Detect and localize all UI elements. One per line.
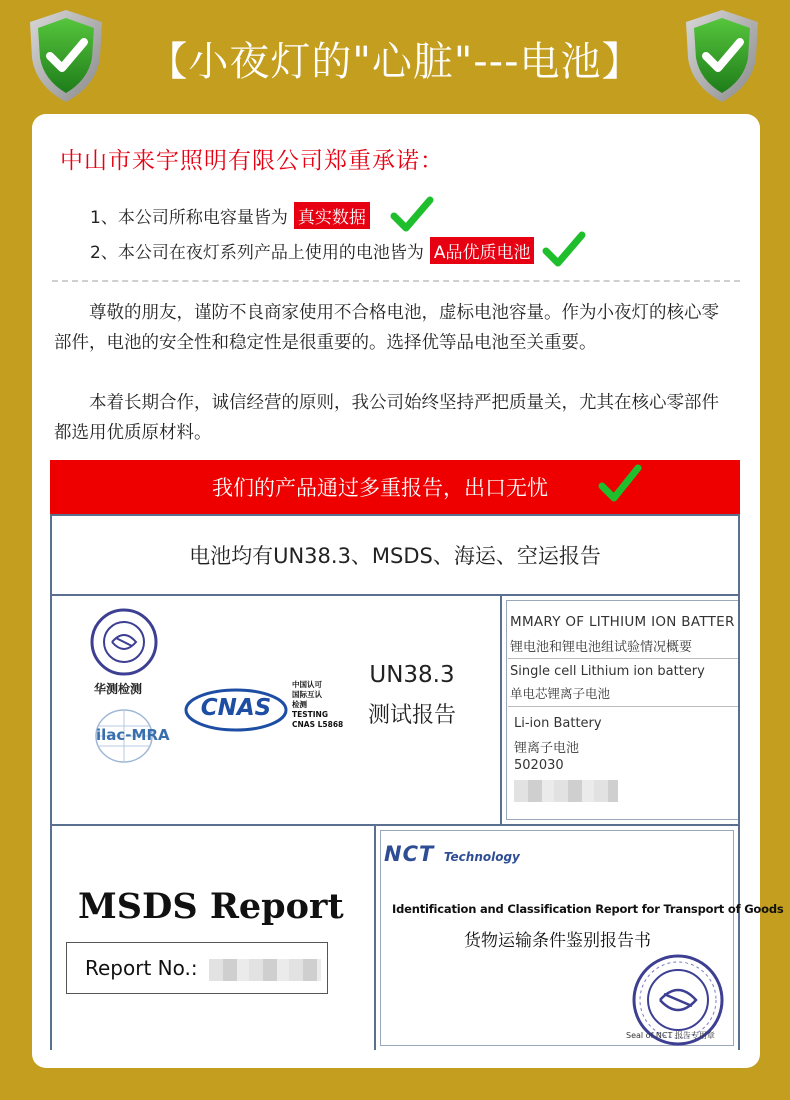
commitment-paragraph: 本着长期合作，诚信经营的原则，我公司始终坚持严把质量关，尤其在核心零部件都选用优质原材料。 (54, 393, 719, 443)
checkmark-icon (390, 196, 434, 234)
page-title: 【小夜灯的"心脏"---电池】 (147, 39, 643, 85)
summary-line: Single cell Lithium ion battery (510, 664, 705, 679)
checkmark-icon (598, 464, 642, 506)
intro-paragraph: 尊敬的朋友，谨防不良商家使用不合格电池，虚标电池容量。作为小夜灯的核心零部件，电池的安全性和稳定性是很重要的。选择优等品电池至关重要。 (54, 303, 719, 353)
msds-report-cell (52, 824, 376, 1050)
transport-report-title-en: Identification and Classification Report for Transport of Goods (392, 902, 784, 916)
promise-item-text: 1、本公司所称电容量皆为 (90, 207, 288, 228)
promise-highlight: A品优质电池 (430, 237, 535, 264)
promise-title: 中山市来宇照明有限公司郑重承诺： (60, 148, 444, 174)
nct-logo (384, 842, 520, 866)
un383-title: UN38.3 (369, 662, 455, 688)
huace-seal-icon (90, 608, 158, 676)
checkmark-icon (542, 231, 586, 269)
summary-line: 单电芯锂离子电池 (510, 686, 611, 701)
cnas-caption-line: 中国认可 (292, 680, 322, 689)
promise-highlight: 真实数据 (294, 202, 370, 229)
msds-title: MSDS Report (78, 886, 344, 927)
cnas-caption-line: 检测 (292, 700, 307, 709)
transport-report-cell (376, 824, 784, 1050)
cnas-caption-line: TESTING (292, 710, 328, 719)
cnas-caption-line: 国际互认 (292, 690, 322, 699)
transport-report-title-cn: 货物运输条件鉴别报告书 (464, 931, 651, 951)
reports-panel (50, 514, 784, 1050)
export-banner (50, 460, 740, 514)
huace-label: 华测检测 (94, 682, 143, 696)
divider (52, 280, 740, 282)
content-card (32, 114, 784, 1068)
un383-subtitle: 测试报告 (367, 703, 456, 728)
seal-caption: Seal of NCT 报告专用章 (626, 1031, 715, 1040)
summary-line: MMARY OF LITHIUM ION BATTER (510, 614, 735, 630)
promise-item-text: 2、本公司在夜灯系列产品上使用的电池皆为 (90, 242, 424, 263)
shield-check-icon (26, 8, 106, 104)
nct-logo-sub: Technology (443, 850, 520, 864)
promise-item-1 (90, 196, 434, 234)
cnas-text: CNAS (200, 695, 272, 721)
promise-item-2 (90, 231, 586, 269)
reports-header: 电池均有UN38.3、MSDS、海运、空运报告 (52, 516, 738, 596)
un383-cert-cell (52, 596, 502, 824)
redacted-block (514, 780, 618, 802)
summary-line: 锂电池和锂电池组试验情况概要 (510, 640, 693, 655)
cnas-caption-line: CNAS L5868 (292, 720, 344, 729)
summary-divider (508, 658, 738, 659)
report-number-box (66, 942, 328, 994)
shield-check-icon (682, 8, 762, 104)
cnas-logo (184, 688, 288, 736)
cnas-caption (292, 680, 343, 730)
summary-line: 502030 (514, 758, 564, 773)
battery-summary-cell (502, 596, 738, 824)
report-number-label: Report No.: (85, 956, 198, 980)
summary-line: Li-ion Battery (514, 716, 602, 731)
ilac-label: ilac-MRA (96, 726, 170, 744)
nct-logo-main: NCT (384, 842, 435, 866)
summary-divider (508, 706, 738, 707)
summary-line: 锂离子电池 (514, 741, 580, 756)
export-banner-text: 我们的产品通过多重报告，出口无忧 (212, 476, 548, 500)
redacted-block (209, 959, 321, 981)
header-banner (0, 0, 790, 120)
